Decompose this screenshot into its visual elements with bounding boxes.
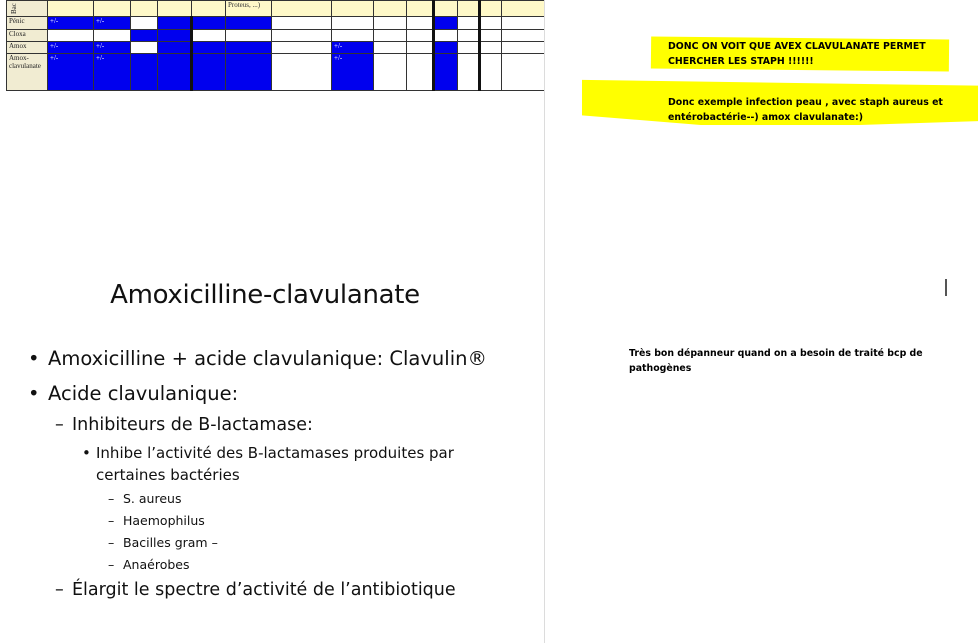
table-row: Amox +/- +/- +/- bbox=[7, 41, 546, 53]
slide-title: Amoxicilline-clavulanate bbox=[110, 280, 420, 310]
bullet-dot: • bbox=[28, 382, 40, 405]
bullet-dash: – bbox=[55, 580, 64, 600]
bullet-acide-clavulanique: Acide clavulanique: bbox=[48, 382, 239, 405]
row-label: Amox bbox=[7, 41, 48, 53]
bullet-elargit: Élargit le spectre d’activité de l’antibiotique bbox=[72, 580, 456, 600]
bullet-dot: • bbox=[82, 444, 91, 462]
note-example-line1[interactable]: Donc exemple infection peau , avec staph aureus et bbox=[668, 97, 943, 108]
table-header-row bbox=[7, 1, 546, 17]
row-label: Amox-clavulanate bbox=[7, 54, 48, 91]
bullet-dash: – bbox=[108, 491, 115, 506]
bullet-clavulin: Amoxicilline + acide clavulanique: Clavulin® bbox=[48, 347, 487, 370]
table-header-note: Proteus, ...) bbox=[226, 1, 272, 17]
bullet-dot: • bbox=[28, 347, 40, 370]
bacteria-item: Anaérobes bbox=[123, 557, 190, 572]
note-example-line2[interactable]: entérobactérie--) amox clavulanate:) bbox=[668, 112, 864, 123]
table-row: Amox-clavulanate +/- +/- +/- bbox=[7, 54, 546, 91]
row-label: Cloxa bbox=[7, 29, 48, 41]
row-label: Pénic bbox=[7, 17, 48, 29]
bullet-dash: – bbox=[108, 557, 115, 572]
table-row: Pénic +/- +/- bbox=[7, 17, 546, 29]
note-staph-line2[interactable]: CHERCHER LES STAPH !!!!!! bbox=[668, 56, 814, 67]
bullet-inhibe-line1: Inhibe l’activité des B-lactamases produites par bbox=[96, 444, 454, 462]
antibiotic-spectrum-table bbox=[6, 0, 546, 91]
text-cursor bbox=[945, 279, 947, 296]
bullet-inhibiteurs: Inhibiteurs de B-lactamase: bbox=[72, 415, 313, 435]
bullet-inhibe-line2: certaines bactéries bbox=[96, 466, 240, 484]
table-row bbox=[7, 29, 546, 41]
bacteria-item: S. aureus bbox=[123, 491, 182, 506]
bacteria-item: Bacilles gram – bbox=[123, 535, 218, 550]
bullet-dash: – bbox=[55, 415, 64, 435]
table-corner-cell: Bac bbox=[7, 1, 48, 17]
bullet-dash: – bbox=[108, 513, 115, 528]
bacteria-item: Haemophilus bbox=[123, 513, 205, 528]
note-depanneur-line2[interactable]: pathogènes bbox=[629, 363, 692, 374]
note-staph-line1[interactable]: DONC ON VOIT QUE AVEX CLAVULANATE PERMET bbox=[668, 41, 926, 52]
bullet-dash: – bbox=[108, 535, 115, 550]
note-depanneur-line1[interactable]: Très bon dépanneur quand on a besoin de traité bcp de bbox=[629, 348, 923, 359]
